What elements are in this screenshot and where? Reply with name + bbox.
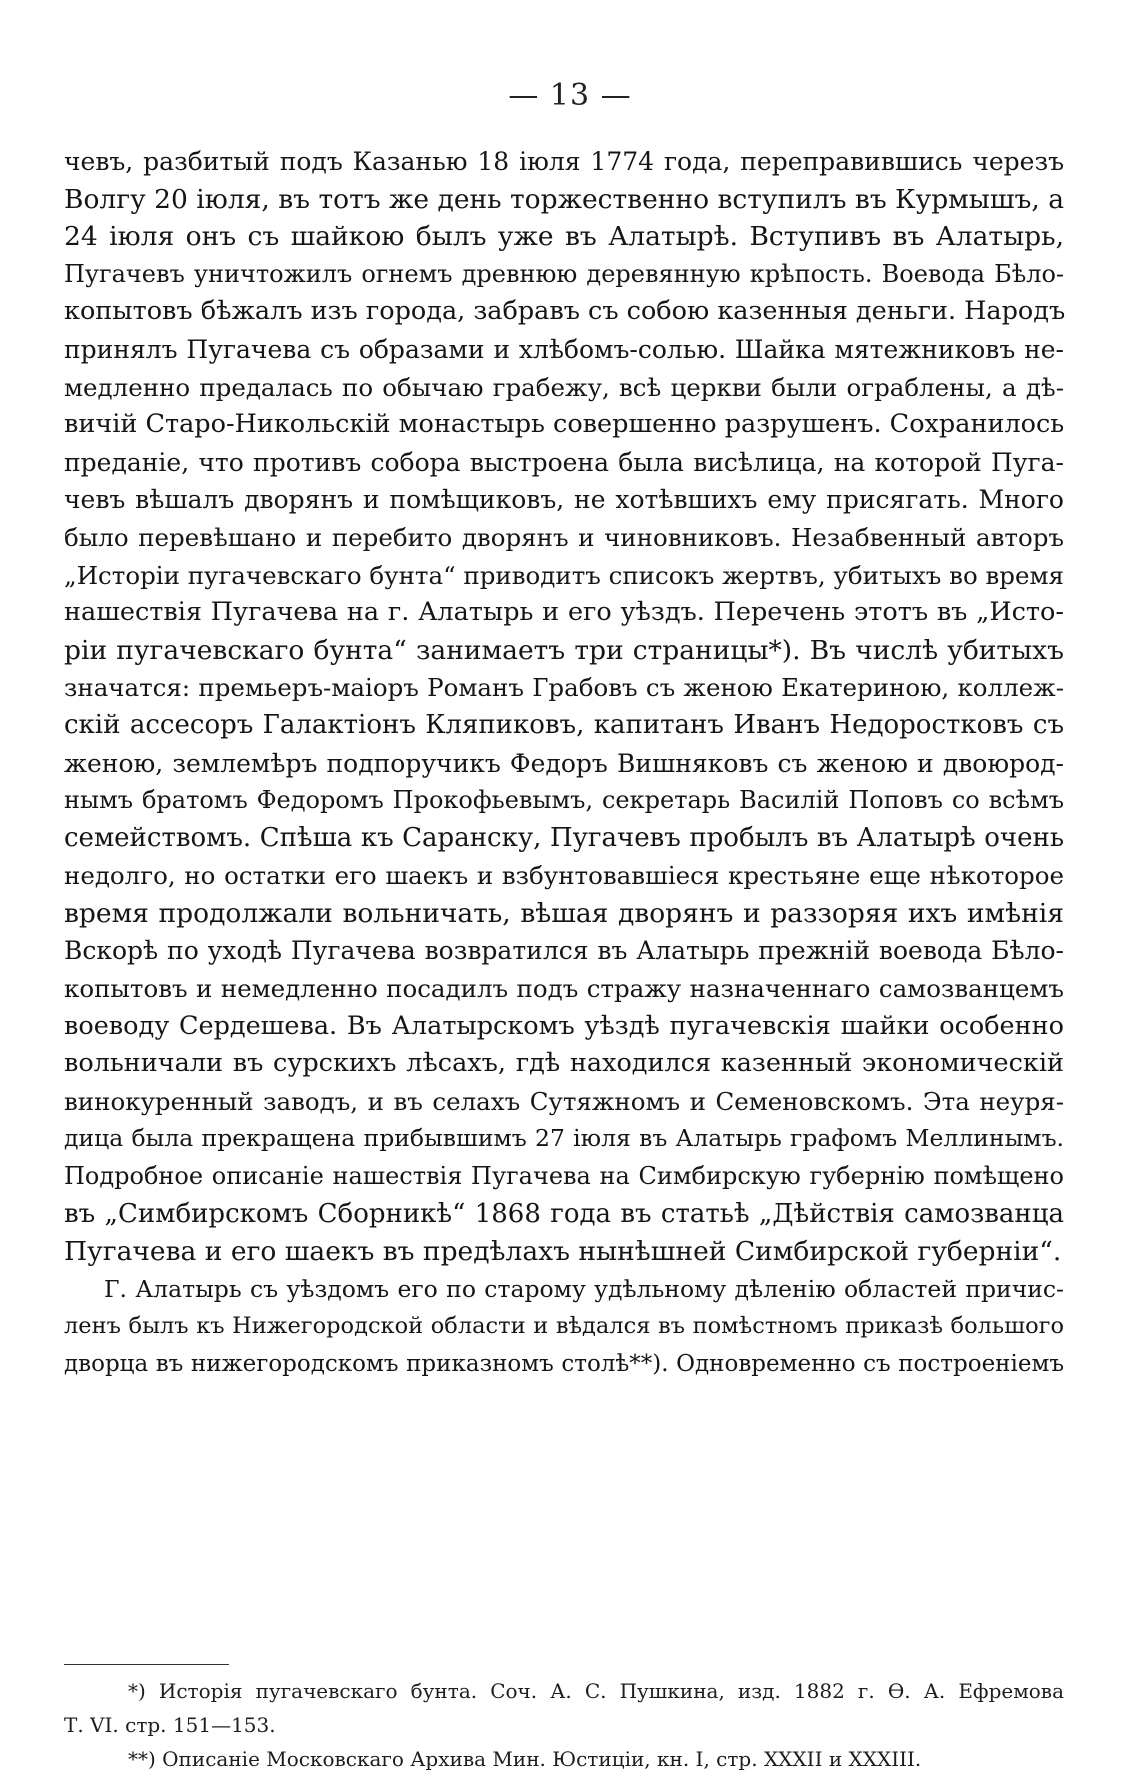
text-line: ріи пугачевскаго бунта“ занимаетъ три страницы*). Въ числѣ убитыхъ	[64, 634, 1064, 666]
text-line: Пугачевъ уничтожилъ огнемъ древнюю деревянную крѣпость. Воевода Бѣло-	[64, 259, 1064, 288]
text-line: вичій Старо-Никольскій монастырь совершенно разрушенъ. Сохранилось	[64, 409, 1065, 440]
text-line: нымъ братомъ Федоромъ Прокофьевымъ, секретарь Василій Поповъ со всѣмъ	[64, 786, 1064, 815]
text-line: преданіе, что противъ собора выстроена была висѣлица, на которой Пуга-	[64, 447, 1064, 477]
text-line: медленно предалась по обычаю грабежу, всѣ церкви были ограблены, а дѣ-	[64, 372, 1064, 402]
text-line: нашествія Пугачева на г. Алатырь и его уѣздъ. Перечень этотъ въ „Исто-	[64, 597, 1064, 628]
text-line: винокуренный заводъ, и въ селахъ Сутяжномъ и Семеновскомъ. Эта неуря-	[64, 1086, 1064, 1116]
text-line: дица была прекращена прибывшимъ 27 іюля въ Алатырь графомъ Меллинымъ.	[64, 1124, 1064, 1153]
page-number: — 13 —	[508, 78, 632, 113]
text-line: ленъ былъ къ Нижегородской области и вѣдался въ помѣстномъ приказѣ большого	[64, 1313, 1064, 1340]
main-text	[64, 143, 1064, 1384]
text-line: воеводу Сердешева. Въ Алатырскомъ уѣздѣ пугачевскія шайки особенно	[64, 1010, 1064, 1041]
text-line: Вскорѣ по уходѣ Пугачева возвратился въ Алатырь прежній воевода Бѣло-	[64, 936, 1064, 966]
footnote-line: **) Описаніе Московскаго Архива Мин. Юстиціи, кн. I, стр. XXXII и XXXIII.	[128, 1747, 922, 1771]
text-line: женою, землемѣръ подпоручикъ Федоръ Вишняковъ съ женою и двоюрод-	[64, 748, 1064, 778]
text-line: чевъ вѣшалъ дворянъ и помѣщиковъ, не хотѣвшихъ ему присягать. Много	[64, 485, 1064, 515]
text-line: значатся: премьеръ-маіоръ Романъ Грабовъ съ женою Екатериною, коллеж-	[64, 673, 1064, 703]
text-line: недолго, но остатки его шаекъ и взбунтовавшіеся крестьяне еще нѣкоторое	[64, 861, 1064, 891]
text-line: было перевѣшано и перебито дворянъ и чиновниковъ. Незабвенный авторъ	[64, 522, 1064, 552]
footnote-line: Т. VI. стр. 151—153.	[64, 1713, 276, 1737]
text-line: принялъ Пугачева съ образами и хлѣбомъ-солью. Шайка мятежниковъ не-	[64, 334, 1064, 364]
text-line: 24 іюля онъ съ шайкою былъ уже въ Алатырѣ. Вступивъ въ Алатырь,	[64, 221, 1064, 253]
text-line: копытовъ бѣжалъ изъ города, забравъ съ собою казенныя деньги. Народъ	[64, 296, 1066, 327]
text-line: вольничали въ сурскихъ лѣсахъ, гдѣ находился казенный экономическій	[64, 1048, 1064, 1079]
text-line: въ „Симбирскомъ Сборникѣ“ 1868 года въ статьѣ „Дѣйствія самозванца	[64, 1198, 1064, 1229]
text-line: скій ассесоръ Галактіонъ Кляпиковъ, капитанъ Иванъ Недоростковъ съ	[64, 709, 1064, 740]
text-line: чевъ, разбитый подъ Казанью 18 іюля 1774 года, переправившись черезъ	[64, 147, 1064, 176]
text-line: семействомъ. Спѣша къ Саранску, Пугачевъ пробылъ въ Алатырѣ очень	[64, 822, 1064, 853]
text-line: время продолжали вольничать, вѣшая дворянъ и раззоряя ихъ имѣнія	[64, 897, 1064, 929]
text-line: Подробное описаніе нашествія Пугачева на Симбирскую губернію помѣщено	[64, 1162, 1064, 1191]
footnote-line: *) Исторія пугачевскаго бунта. Соч. А. С. Пушкина, изд. 1882 г. Ѳ. А. Ефремова	[128, 1679, 1064, 1703]
text-line: копытовъ и немедленно посадилъ подъ стражу назначеннаго самозванцемъ	[64, 974, 1064, 1004]
footnote-separator	[64, 1664, 229, 1665]
text-line: Волгу 20 іюля, въ тотъ же день торжественно вступилъ въ Курмышъ, а	[64, 183, 1065, 215]
text-line: дворца въ нижегородскомъ приказномъ столѣ**). Одновременно съ построеніемъ	[64, 1351, 1064, 1377]
text-line: Пугачева и его шаекъ въ предѣлахъ нынѣшней Симбирской губерніи“.	[64, 1236, 1062, 1268]
footnotes	[64, 1674, 1064, 1776]
text-line: „Исторіи пугачевскаго бунта“ приводитъ списокъ жертвъ, убитыхъ во время	[64, 560, 1064, 590]
paragraph-start-line: Г. Алатырь съ уѣздомъ его по старому удѣльному дѣленію областей причис-	[104, 1274, 1064, 1303]
